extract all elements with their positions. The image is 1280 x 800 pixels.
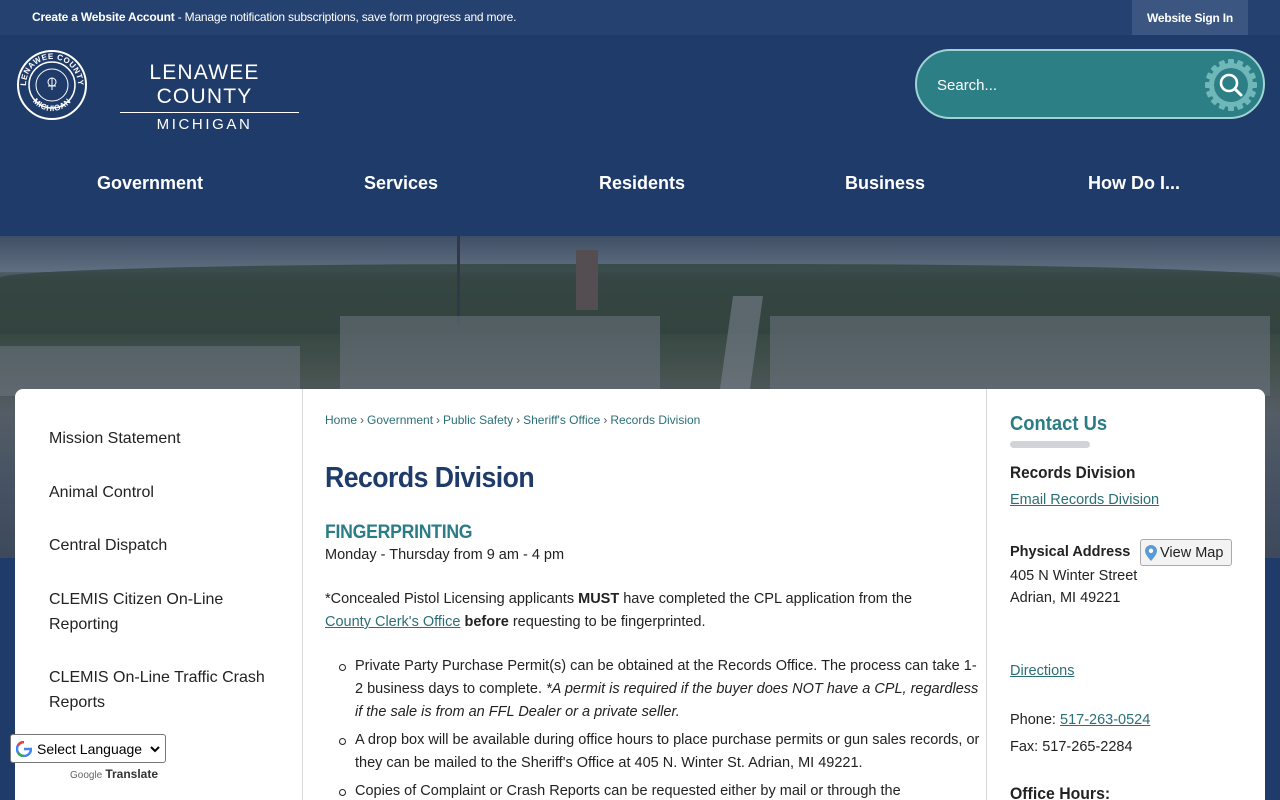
nav-services[interactable]: Services xyxy=(364,173,439,193)
wordmark-line2: MICHIGAN xyxy=(156,116,253,133)
list-item xyxy=(325,655,980,724)
breadcrumb-government[interactable]: Government xyxy=(367,413,434,427)
cpl-notice-text: *Concealed Pistol Licensing applicants xyxy=(325,591,579,607)
wordmark-divider xyxy=(120,112,299,113)
google-g-icon xyxy=(16,741,32,757)
sidenav-mission-statement[interactable]: Mission Statement xyxy=(49,430,181,447)
search-gear-icon[interactable] xyxy=(1203,57,1259,113)
address-line-2: Adrian, MI 49221 xyxy=(1010,590,1121,606)
content-card xyxy=(15,389,1265,800)
cpl-notice-paragraph xyxy=(325,588,975,634)
cpl-notice-before: before xyxy=(464,614,509,630)
breadcrumb-records-division[interactable]: Records Division xyxy=(610,413,701,427)
county-seal-logo[interactable] xyxy=(16,49,88,121)
email-records-division-link[interactable]: Email Records Division xyxy=(1010,492,1160,508)
top-bar xyxy=(0,0,1280,35)
map-pin-icon xyxy=(1145,545,1157,561)
sidenav-central-dispatch[interactable]: Central Dispatch xyxy=(49,537,168,554)
breadcrumb-separator: › xyxy=(360,413,365,427)
fingerprinting-hours: Monday - Thursday from 9 am - 4 pm xyxy=(325,547,565,563)
powered-by-google-translate xyxy=(70,767,158,781)
breadcrumb-public-safety[interactable]: Public Safety xyxy=(443,413,514,427)
search-input[interactable] xyxy=(937,71,1197,99)
promo-text: - Manage notification subscriptions, save form progress and more. xyxy=(174,10,517,24)
nav-how-do-i[interactable]: How Do I... xyxy=(1088,173,1180,193)
phone-label: Phone: xyxy=(1010,712,1060,728)
heading-underbar xyxy=(1010,441,1090,448)
physical-address-label: Physical Address xyxy=(1010,544,1131,560)
seal-text-bottom: MICHIGAN xyxy=(31,96,73,114)
report-copies-text: Copies of Complaint or Crash Reports can be requested either by mail or through the xyxy=(355,783,901,799)
office-hours-heading: Office Hours: xyxy=(1010,784,1111,800)
translate-link[interactable]: Translate xyxy=(105,767,159,781)
create-account-promo[interactable] xyxy=(32,10,516,24)
cpl-notice-text: requesting to be fingerprinted. xyxy=(508,614,706,630)
main-content xyxy=(325,389,985,800)
address-line-1: 405 N Winter Street xyxy=(1010,568,1138,584)
contact-department: Records Division xyxy=(1010,464,1136,482)
nav-government[interactable]: Government xyxy=(97,173,204,193)
breadcrumb-sheriffs-office[interactable]: Sheriff's Office xyxy=(523,413,601,427)
fax-line: Fax: 517-265-2284 xyxy=(1010,739,1133,755)
google-wordmark: Google xyxy=(70,770,103,781)
county-clerks-office-link[interactable]: County Clerk's Office xyxy=(325,614,461,630)
records-info-list xyxy=(325,655,980,800)
view-map-button[interactable] xyxy=(1140,539,1232,566)
page-title: Records Division xyxy=(325,462,535,494)
search-bar xyxy=(915,49,1265,119)
main-navigation xyxy=(0,165,1280,205)
purchase-permit-text: Private Party Purchase Permit(s) can be obtained at the Records Office. The process can take 1-2 business days to complete. xyxy=(355,658,977,697)
sidenav-clemis-traffic-crash[interactable]: CLEMIS On-Line Traffic Crash Reports xyxy=(49,669,265,711)
google-translate-widget xyxy=(10,734,166,763)
purchase-permit-note: *A permit is required if the buyer does NOT have a CPL, regardless if the sale is from an FFL Dealer or a private seller. xyxy=(355,681,979,720)
breadcrumb xyxy=(325,413,700,427)
breadcrumb-home[interactable]: Home xyxy=(325,413,358,427)
list-item xyxy=(325,780,980,800)
nav-residents[interactable]: Residents xyxy=(599,173,686,193)
contact-us-heading: Contact Us xyxy=(1010,413,1108,435)
wordmark-line1: LENAWEE COUNTY xyxy=(149,61,260,108)
seal-text-top: LENAWEE COUNTY xyxy=(18,51,86,86)
phone-number-link[interactable]: 517-263-0524 xyxy=(1060,712,1151,728)
drop-box-text: A drop box will be available during office hours to place purchase permits or gun sales records, or they can be mailed to the Sheriff's Office at 405 N. Winter St. Adrian, MI 49221. xyxy=(355,732,980,771)
phone-line xyxy=(1010,712,1150,728)
website-sign-in-button[interactable]: Website Sign In xyxy=(1132,0,1248,35)
county-wordmark[interactable] xyxy=(102,61,307,133)
site-header xyxy=(0,35,1280,236)
nav-business[interactable]: Business xyxy=(845,173,926,193)
sidenav-animal-control[interactable]: Animal Control xyxy=(49,484,154,501)
cpl-notice-must: MUST xyxy=(578,591,620,607)
create-account-link[interactable]: Create a Website Account xyxy=(32,10,175,24)
contact-sidebar xyxy=(986,389,1265,800)
fingerprinting-heading: FINGERPRINTING xyxy=(325,522,473,543)
view-map-label: View Map xyxy=(1160,544,1224,561)
breadcrumb-separator: › xyxy=(516,413,521,427)
sidenav-clemis-citizen-reporting[interactable]: CLEMIS Citizen On-Line Reporting xyxy=(49,591,224,633)
directions-link[interactable]: Directions xyxy=(1010,663,1075,679)
breadcrumb-separator: › xyxy=(436,413,441,427)
breadcrumb-separator: › xyxy=(603,413,608,427)
cpl-notice-text: have completed the CPL application from the xyxy=(619,591,913,607)
select-language-dropdown[interactable] xyxy=(33,738,163,760)
list-item xyxy=(325,729,980,775)
svg-text:MICHIGAN xyxy=(31,97,73,114)
